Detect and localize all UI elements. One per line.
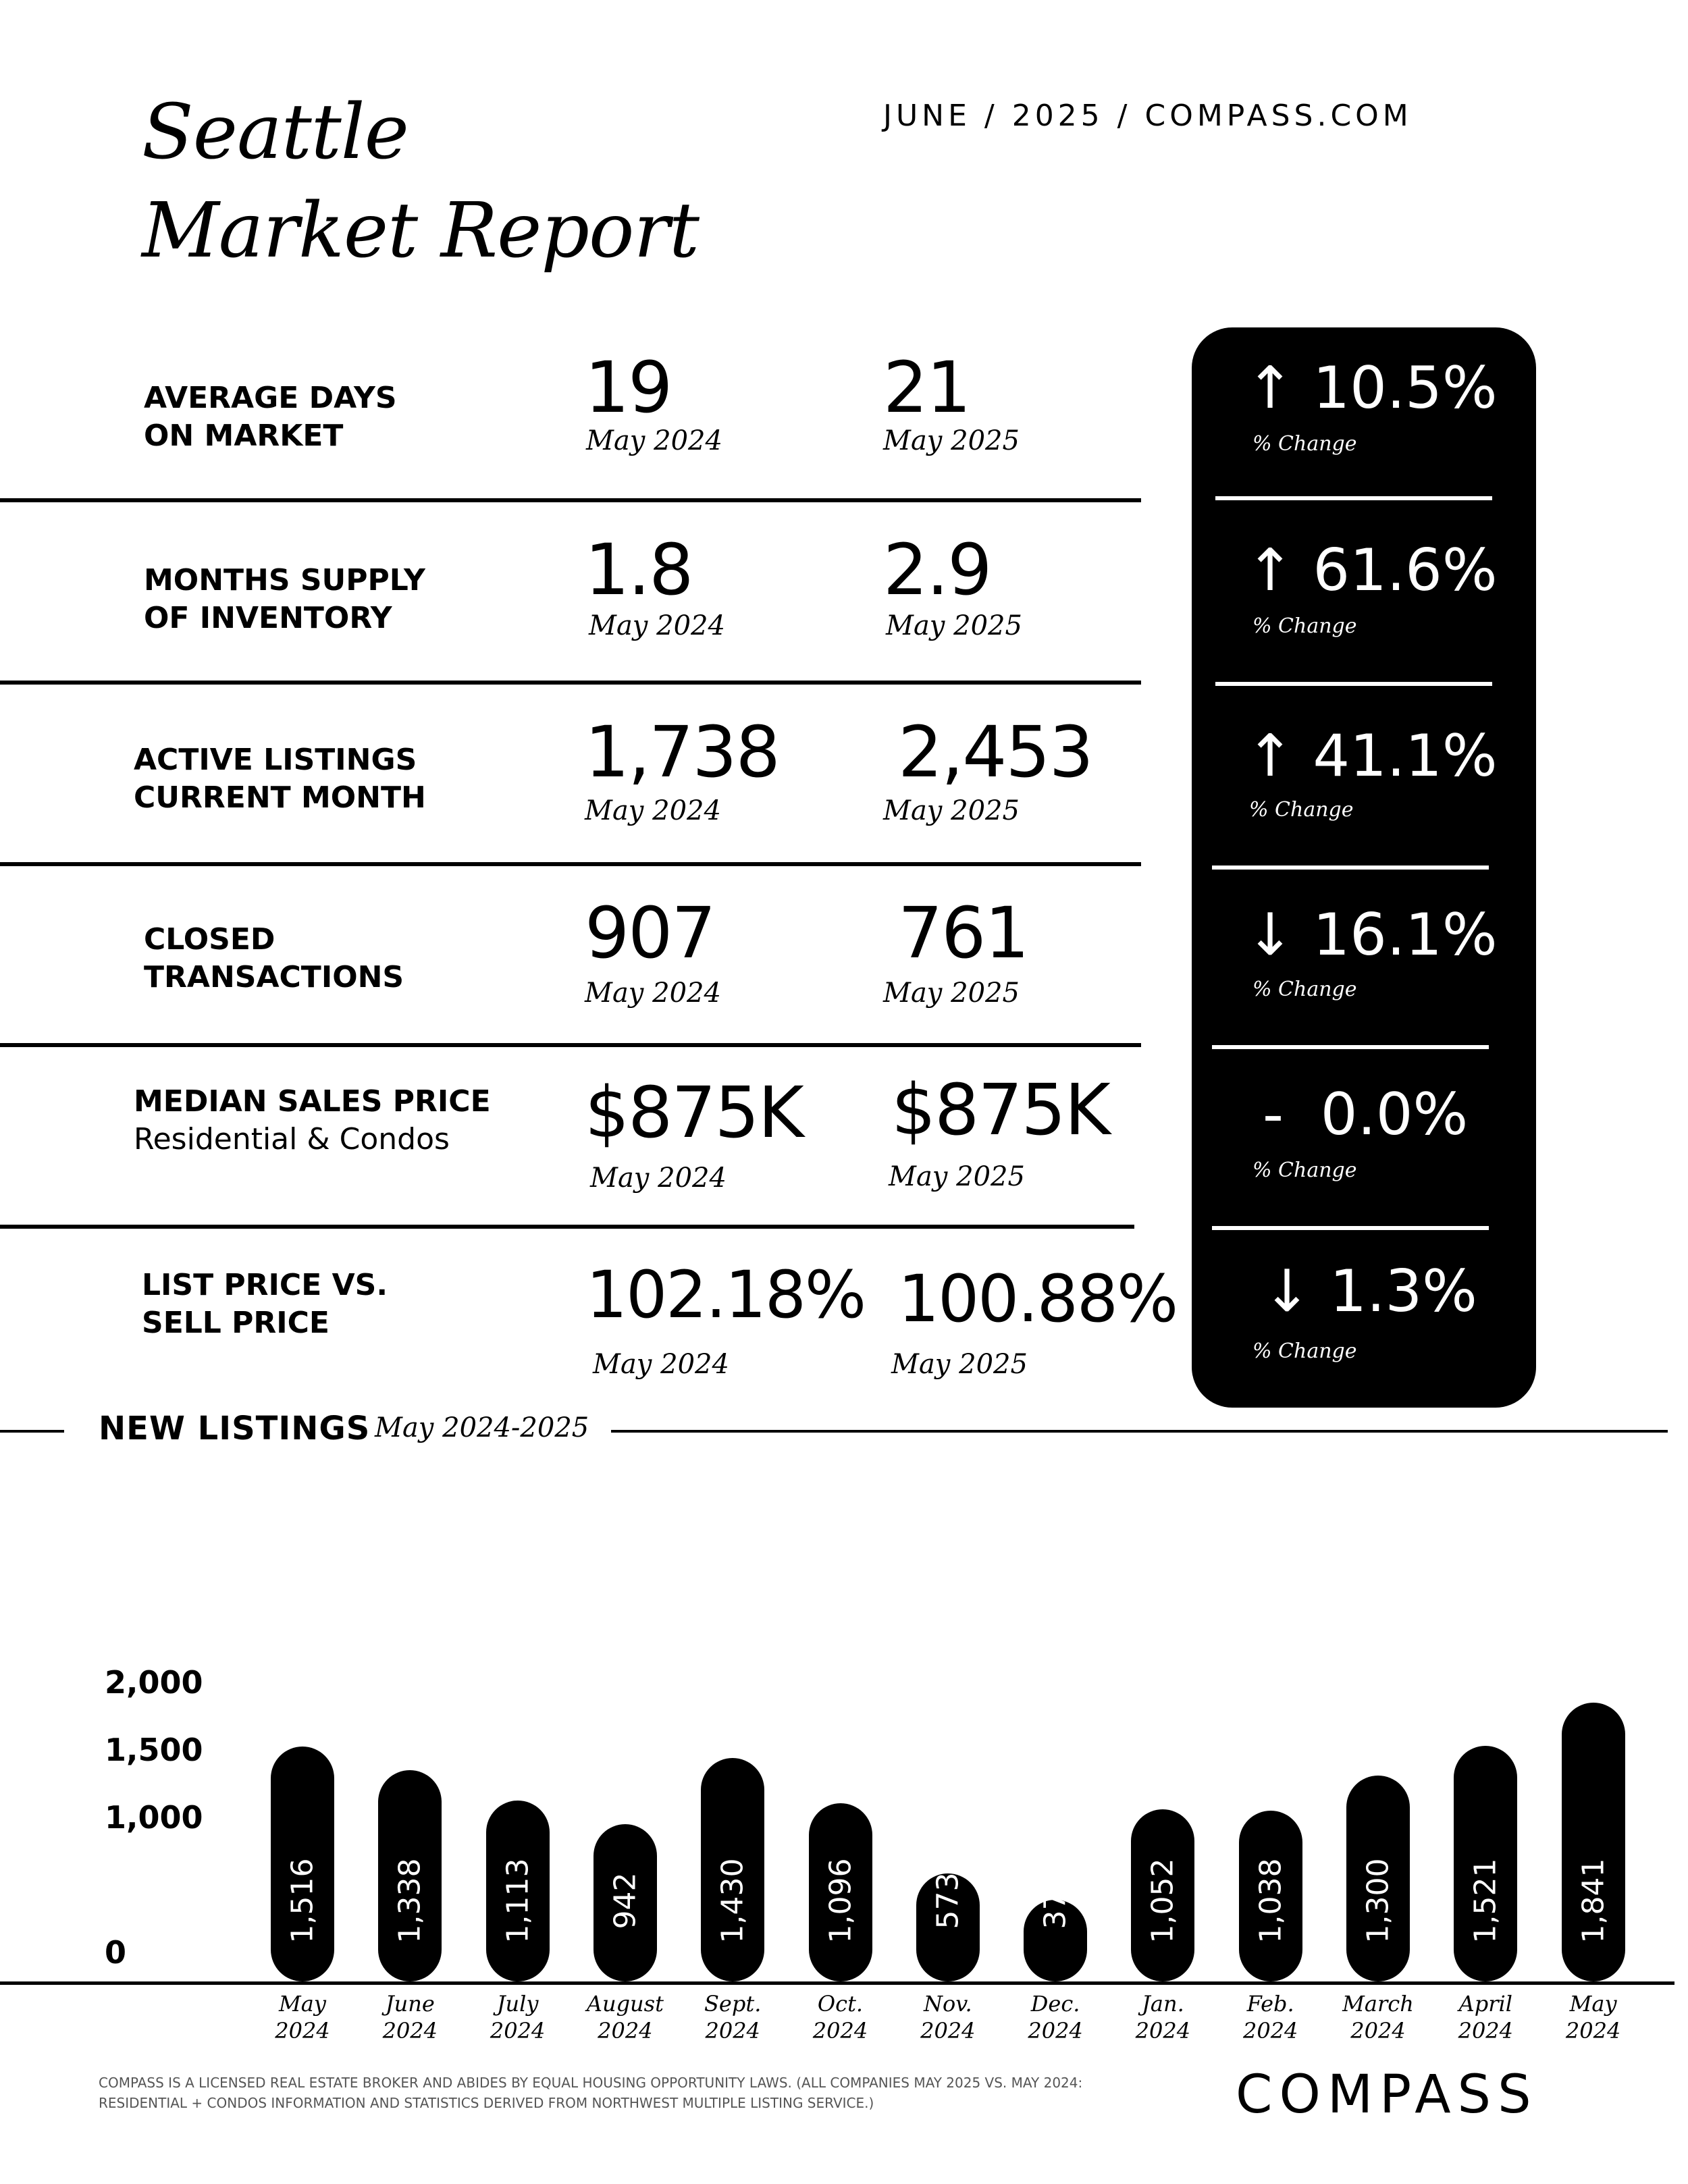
arrow-down-icon: ↓ <box>1246 901 1295 969</box>
y-tick-label: 2,000 <box>105 1664 203 1701</box>
bar-value-label: 1,300 <box>1361 1858 1396 1944</box>
panel-divider <box>1212 865 1489 870</box>
bar-value-label: 573 <box>930 1872 966 1929</box>
bar-value-label: 1,430 <box>715 1858 750 1944</box>
arrow-up-icon: ↑ <box>1246 537 1295 604</box>
metric-label: MEDIAN SALES PRICE Residential & Condos <box>134 1084 491 1156</box>
bar-value-label: 1,052 <box>1145 1858 1180 1944</box>
change-value: ↓ 16.1% <box>1246 901 1498 969</box>
change-label: % Change <box>1252 614 1357 638</box>
metric-period-2025: May 2025 <box>883 795 1020 826</box>
bar-value-label: 1,096 <box>823 1858 858 1944</box>
arrow-up-icon: ↑ <box>1246 354 1295 422</box>
metric-label: LIST PRICE VS. SELL PRICE <box>142 1268 388 1340</box>
row-divider <box>0 681 1141 685</box>
metric-value-2025: $875K <box>891 1069 1109 1151</box>
metric-value-2024: 19 <box>585 346 672 429</box>
metric-value-2024: 102.18% <box>586 1257 866 1333</box>
header-date-site: JUNE / 2025 / COMPASS.COM <box>883 99 1413 133</box>
panel-divider <box>1215 496 1492 500</box>
metric-value-2025: 21 <box>883 346 970 429</box>
x-tick-label: Nov. 2024 <box>920 1991 976 2044</box>
metric-value-2025: 761 <box>898 892 1028 974</box>
panel-divider <box>1212 1226 1489 1230</box>
x-tick-label: Sept. 2024 <box>704 1991 762 2044</box>
y-tick-label: 1,500 <box>105 1732 203 1768</box>
change-label: % Change <box>1252 1339 1357 1363</box>
new-listings-title: NEW LISTINGS <box>99 1410 371 1447</box>
metric-period-2024: May 2024 <box>589 610 725 641</box>
bar-value-label: 1,841 <box>1576 1858 1611 1944</box>
disclaimer-text: COMPASS IS A LICENSED REAL ESTATE BROKER AND ABIDES BY EQUAL HOUSING OPPORTUNITY LAWS. (ALL COMPANIES MAY 2025 VS. MAY 2024: RESIDENTIAL + CONDOS INFORMATION AND STATISTICS DERIVED FROM NORTHWEST MULTIPLE LISTING SERVICE.) <box>99 2075 1083 2111</box>
panel-divider <box>1212 1045 1489 1049</box>
panel-divider <box>1215 682 1492 686</box>
x-tick-label: Oct. 2024 <box>812 1991 868 2044</box>
page-title-line1: Seattle <box>142 88 408 176</box>
compass-logo: COMPASS <box>1236 2065 1538 2125</box>
metric-label: MONTHS SUPPLY OF INVENTORY <box>144 563 425 635</box>
arrow-up-icon: ↑ <box>1246 722 1295 790</box>
change-label: % Change <box>1252 1158 1357 1182</box>
change-value: - 0.0% <box>1263 1081 1469 1148</box>
row-divider <box>0 1225 1134 1229</box>
metric-period-2024: May 2024 <box>585 978 721 1009</box>
x-tick-label: March 2024 <box>1342 1991 1414 2044</box>
metric-period-2024: May 2024 <box>586 425 722 456</box>
change-label: % Change <box>1252 978 1357 1001</box>
row-divider <box>0 498 1141 502</box>
metric-value-2024: $875K <box>585 1071 803 1154</box>
row-divider <box>0 1043 1141 1047</box>
x-tick-label: August 2024 <box>586 1991 664 2044</box>
x-tick-label: April 2024 <box>1458 1991 1514 2044</box>
y-tick-label: 1,000 <box>105 1799 203 1836</box>
bar-value-label: 942 <box>608 1872 643 1929</box>
metric-period-2024: May 2024 <box>593 1349 729 1380</box>
metric-value-2025: 2.9 <box>883 529 991 611</box>
metric-label: AVERAGE DAYS ON MARKET <box>144 381 397 453</box>
metric-period-2025: May 2025 <box>883 425 1020 456</box>
change-value: ↓ 1.3% <box>1263 1258 1477 1325</box>
metric-value-2024: 907 <box>585 892 715 974</box>
metric-period-2025: May 2025 <box>883 978 1020 1009</box>
page-title-line2: Market Report <box>142 187 700 275</box>
x-tick-label: Dec. 2024 <box>1028 1991 1083 2044</box>
metric-value-2025: 2,453 <box>898 711 1092 793</box>
x-axis-line <box>0 1981 1674 1985</box>
x-tick-label: June 2024 <box>382 1991 438 2044</box>
bar-value-label: 1,338 <box>392 1858 427 1944</box>
metric-value-2024: 1,738 <box>585 711 779 793</box>
metric-label: ACTIVE LISTINGS CURRENT MONTH <box>134 743 426 815</box>
x-tick-label: May 2024 <box>275 1991 330 2044</box>
x-tick-label: Feb. 2024 <box>1242 1991 1298 2044</box>
dash-icon: - <box>1263 1081 1284 1148</box>
new-listings-subtitle: May 2024-2025 <box>375 1412 589 1443</box>
metric-value-2024: 1.8 <box>585 529 693 611</box>
metric-period-2024: May 2024 <box>590 1163 727 1194</box>
x-tick-label: Jan. 2024 <box>1135 1991 1191 2044</box>
bar-value-label: 1,521 <box>1468 1858 1503 1944</box>
change-label: % Change <box>1249 798 1354 822</box>
bar-value-label: 378 <box>1038 1872 1073 1929</box>
bar-value-label: 1,113 <box>500 1858 535 1944</box>
y-tick-label: 0 <box>105 1934 127 1971</box>
bar-value-label: 1,038 <box>1253 1858 1288 1944</box>
x-tick-label: May 2024 <box>1565 1991 1621 2044</box>
row-divider <box>0 862 1141 866</box>
change-value: ↑ 41.1% <box>1246 722 1498 790</box>
metric-period-2025: May 2025 <box>886 610 1022 641</box>
metric-period-2024: May 2024 <box>585 795 721 826</box>
x-tick-label: July 2024 <box>490 1991 546 2044</box>
arrow-down-icon: ↓ <box>1263 1258 1312 1325</box>
change-value: ↑ 10.5% <box>1246 354 1498 422</box>
metric-period-2025: May 2025 <box>891 1349 1028 1380</box>
bar-value-label: 1,516 <box>285 1858 320 1944</box>
section-rule-right <box>611 1430 1668 1433</box>
change-value: ↑ 61.6% <box>1246 537 1498 604</box>
change-label: % Change <box>1252 432 1357 456</box>
metric-period-2025: May 2025 <box>889 1161 1025 1192</box>
section-rule-left <box>0 1430 64 1433</box>
metric-label: CLOSED TRANSACTIONS <box>144 922 404 994</box>
metric-value-2025: 100.88% <box>898 1261 1178 1337</box>
